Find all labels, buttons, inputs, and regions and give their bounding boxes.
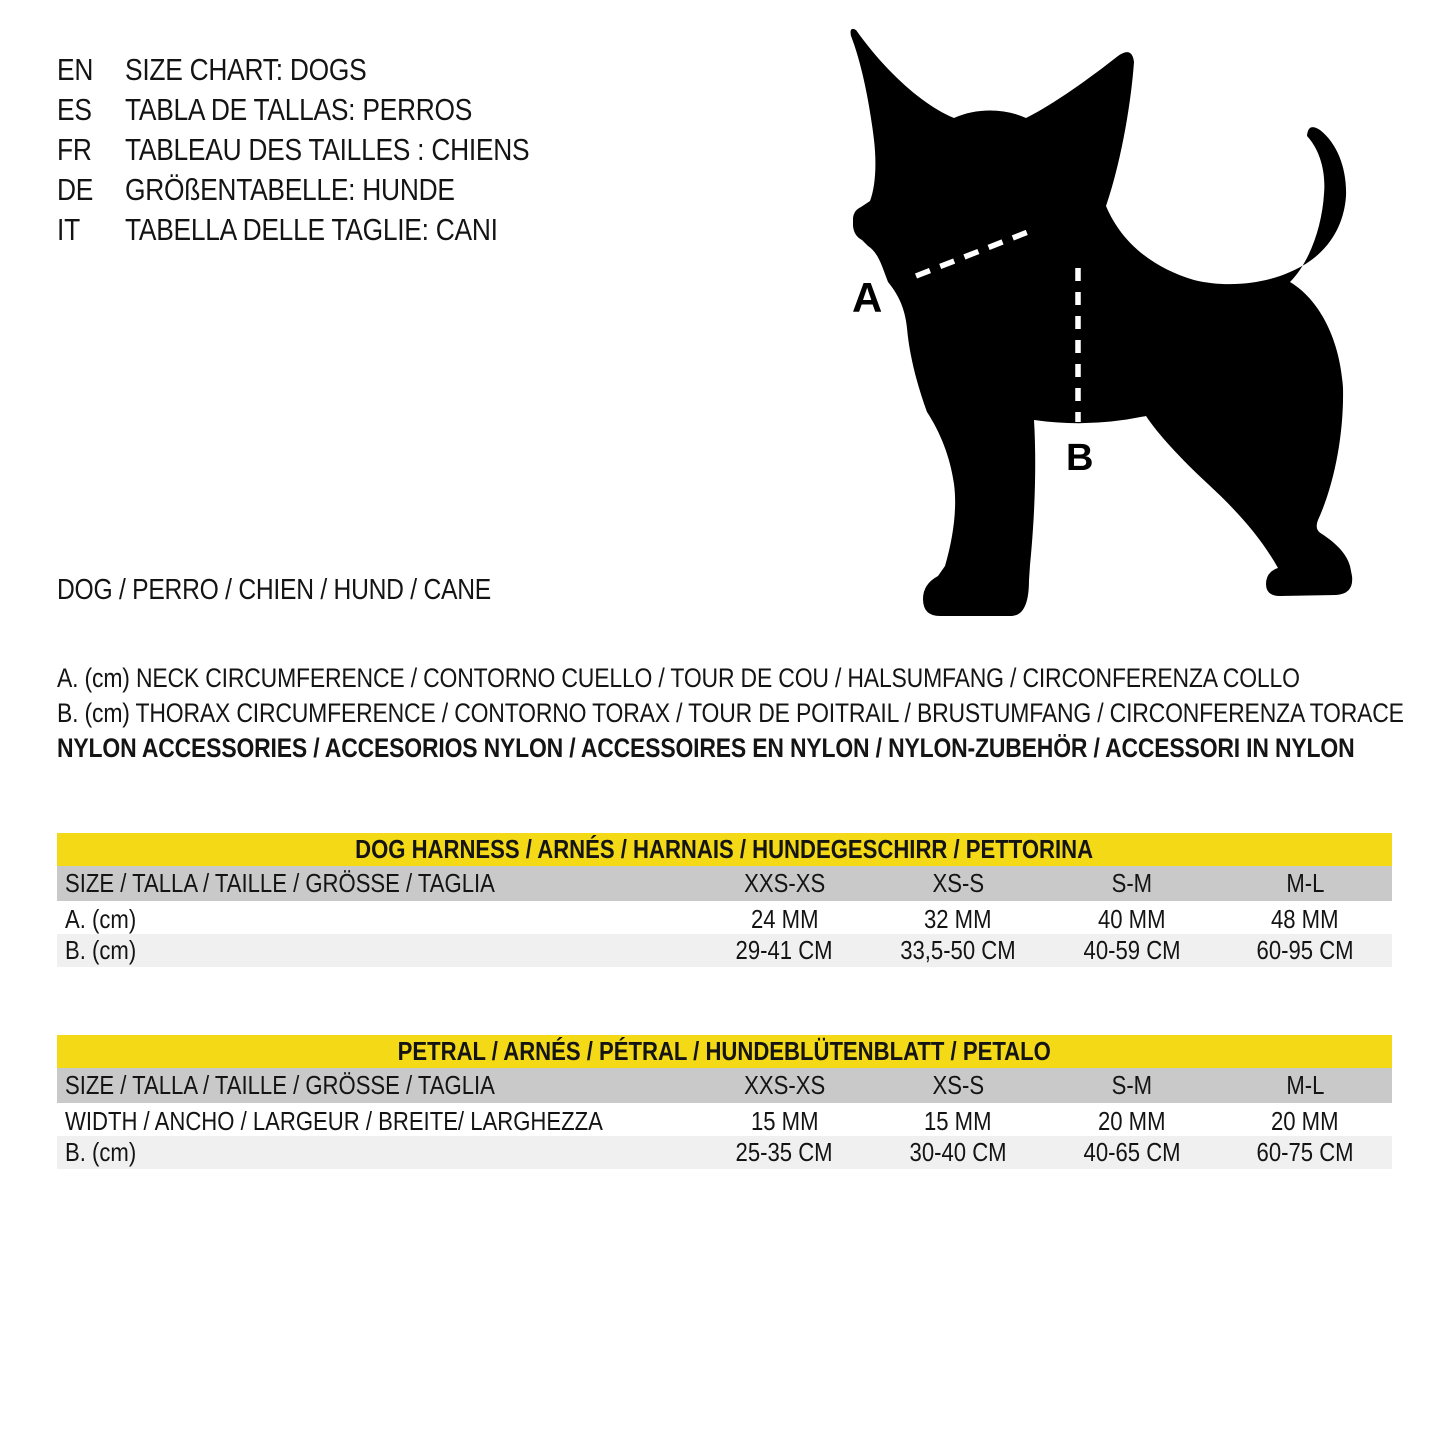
table-row — [57, 934, 1392, 967]
lang-title: TABELLA DELLE TAGLIE: CANI — [125, 212, 498, 247]
size-col-s-m: S-M — [1111, 868, 1152, 898]
marker-b-label: B — [1066, 437, 1094, 479]
note-nylon-text: NYLON ACCESSORIES / ACCESORIOS NYLON / ACCESSOIRES EN NYLON / NYLON-ZUBEHÖR / ACCESSORI IN NYLON — [57, 733, 1355, 763]
lang-code: IT — [57, 212, 80, 247]
table-header-row — [57, 866, 1392, 901]
table-row — [57, 904, 1392, 934]
dog-harness-table — [57, 833, 1392, 967]
chihuahua-silhouette-icon — [828, 20, 1420, 628]
table-header-row — [57, 1068, 1392, 1103]
lang-code: DE — [57, 172, 94, 207]
language-list — [57, 50, 601, 250]
cell-value: 20 MM — [1097, 1106, 1166, 1136]
cell-value: 60-95 CM — [1256, 935, 1354, 965]
size-col-m-l: M-L — [1286, 1070, 1325, 1100]
lang-row-de — [57, 170, 601, 210]
table-title: DOG HARNESS / ARNÉS / HARNAIS / HUNDEGESCHIRR / PETTORINA — [355, 834, 1094, 864]
cell-value: 60-75 CM — [1256, 1137, 1354, 1167]
size-col-xs-s: XS-S — [932, 1070, 984, 1100]
table-row — [57, 1106, 1392, 1136]
size-col-s-m: S-M — [1111, 1070, 1152, 1100]
note-neck-text: A. (cm) NECK CIRCUMFERENCE / CONTORNO CUELLO / TOUR DE COU / HALSUMFANG / CIRCONFERENZA COLLO — [57, 663, 1300, 693]
cell-value: 30-40 CM — [909, 1137, 1007, 1167]
row-label: B. (cm) — [65, 1137, 137, 1167]
lang-title: SIZE CHART: DOGS — [125, 52, 367, 87]
lang-title: TABLEAU DES TAILLES : CHIENS — [125, 132, 530, 167]
size-row-label: SIZE / TALLA / TAILLE / GRÖSSE / TAGLIA — [65, 1070, 495, 1100]
note-nylon — [57, 731, 1445, 766]
lang-row-en — [57, 50, 601, 90]
petral-table — [57, 1035, 1392, 1169]
cell-value: 48 MM — [1271, 904, 1339, 934]
note-neck — [57, 661, 1445, 696]
note-thorax — [57, 696, 1445, 731]
lang-title: GRÖßENTABELLE: HUNDE — [125, 172, 455, 207]
table-title-bar — [57, 1035, 1392, 1068]
row-label: B. (cm) — [65, 935, 137, 965]
cell-value: 33,5-50 CM — [900, 935, 1016, 965]
size-col-xxs-xs: XXS-XS — [744, 1070, 826, 1100]
figure-caption — [57, 574, 568, 607]
table-row — [57, 1136, 1392, 1169]
marker-a-label: A — [852, 274, 883, 321]
lang-code: ES — [57, 92, 92, 127]
cell-value: 24 MM — [750, 904, 819, 934]
size-row-label: SIZE / TALLA / TAILLE / GRÖSSE / TAGLIA — [65, 868, 495, 898]
cell-value: 40-65 CM — [1083, 1137, 1181, 1167]
size-col-xxs-xs: XXS-XS — [744, 868, 826, 898]
cell-value: 40 MM — [1097, 904, 1166, 934]
cell-value: 20 MM — [1271, 1106, 1339, 1136]
note-thorax-text: B. (cm) THORAX CIRCUMFERENCE / CONTORNO TORAX / TOUR DE POITRAIL / BRUSTUMFANG / CIRCONFERENZA TORACE — [57, 698, 1404, 728]
row-label: A. (cm) — [65, 904, 137, 934]
cell-value: 15 MM — [750, 1106, 819, 1136]
row-label: WIDTH / ANCHO / LARGEUR / BREITE/ LARGHEZZA — [65, 1106, 603, 1136]
lang-row-es — [57, 90, 601, 130]
cell-value: 15 MM — [924, 1106, 992, 1136]
size-col-xs-s: XS-S — [932, 868, 984, 898]
measurement-notes — [57, 661, 1445, 766]
cell-value: 29-41 CM — [736, 935, 834, 965]
lang-code: EN — [57, 52, 94, 87]
lang-code: FR — [57, 132, 92, 167]
figure-caption-text: DOG / PERRO / CHIEN / HUND / CANE — [57, 574, 491, 606]
cell-value: 32 MM — [924, 904, 992, 934]
cell-value: 40-59 CM — [1083, 935, 1181, 965]
lang-row-fr — [57, 130, 601, 170]
lang-title: TABLA DE TALLAS: PERROS — [125, 92, 473, 127]
size-col-m-l: M-L — [1286, 868, 1325, 898]
cell-value: 25-35 CM — [736, 1137, 834, 1167]
table-title-bar — [57, 833, 1392, 866]
lang-row-it — [57, 210, 601, 250]
dog-silhouette-figure — [828, 20, 1420, 628]
table-title: PETRAL / ARNÉS / PÉTRAL / HUNDEBLÜTENBLATT / PETALO — [397, 1036, 1052, 1066]
